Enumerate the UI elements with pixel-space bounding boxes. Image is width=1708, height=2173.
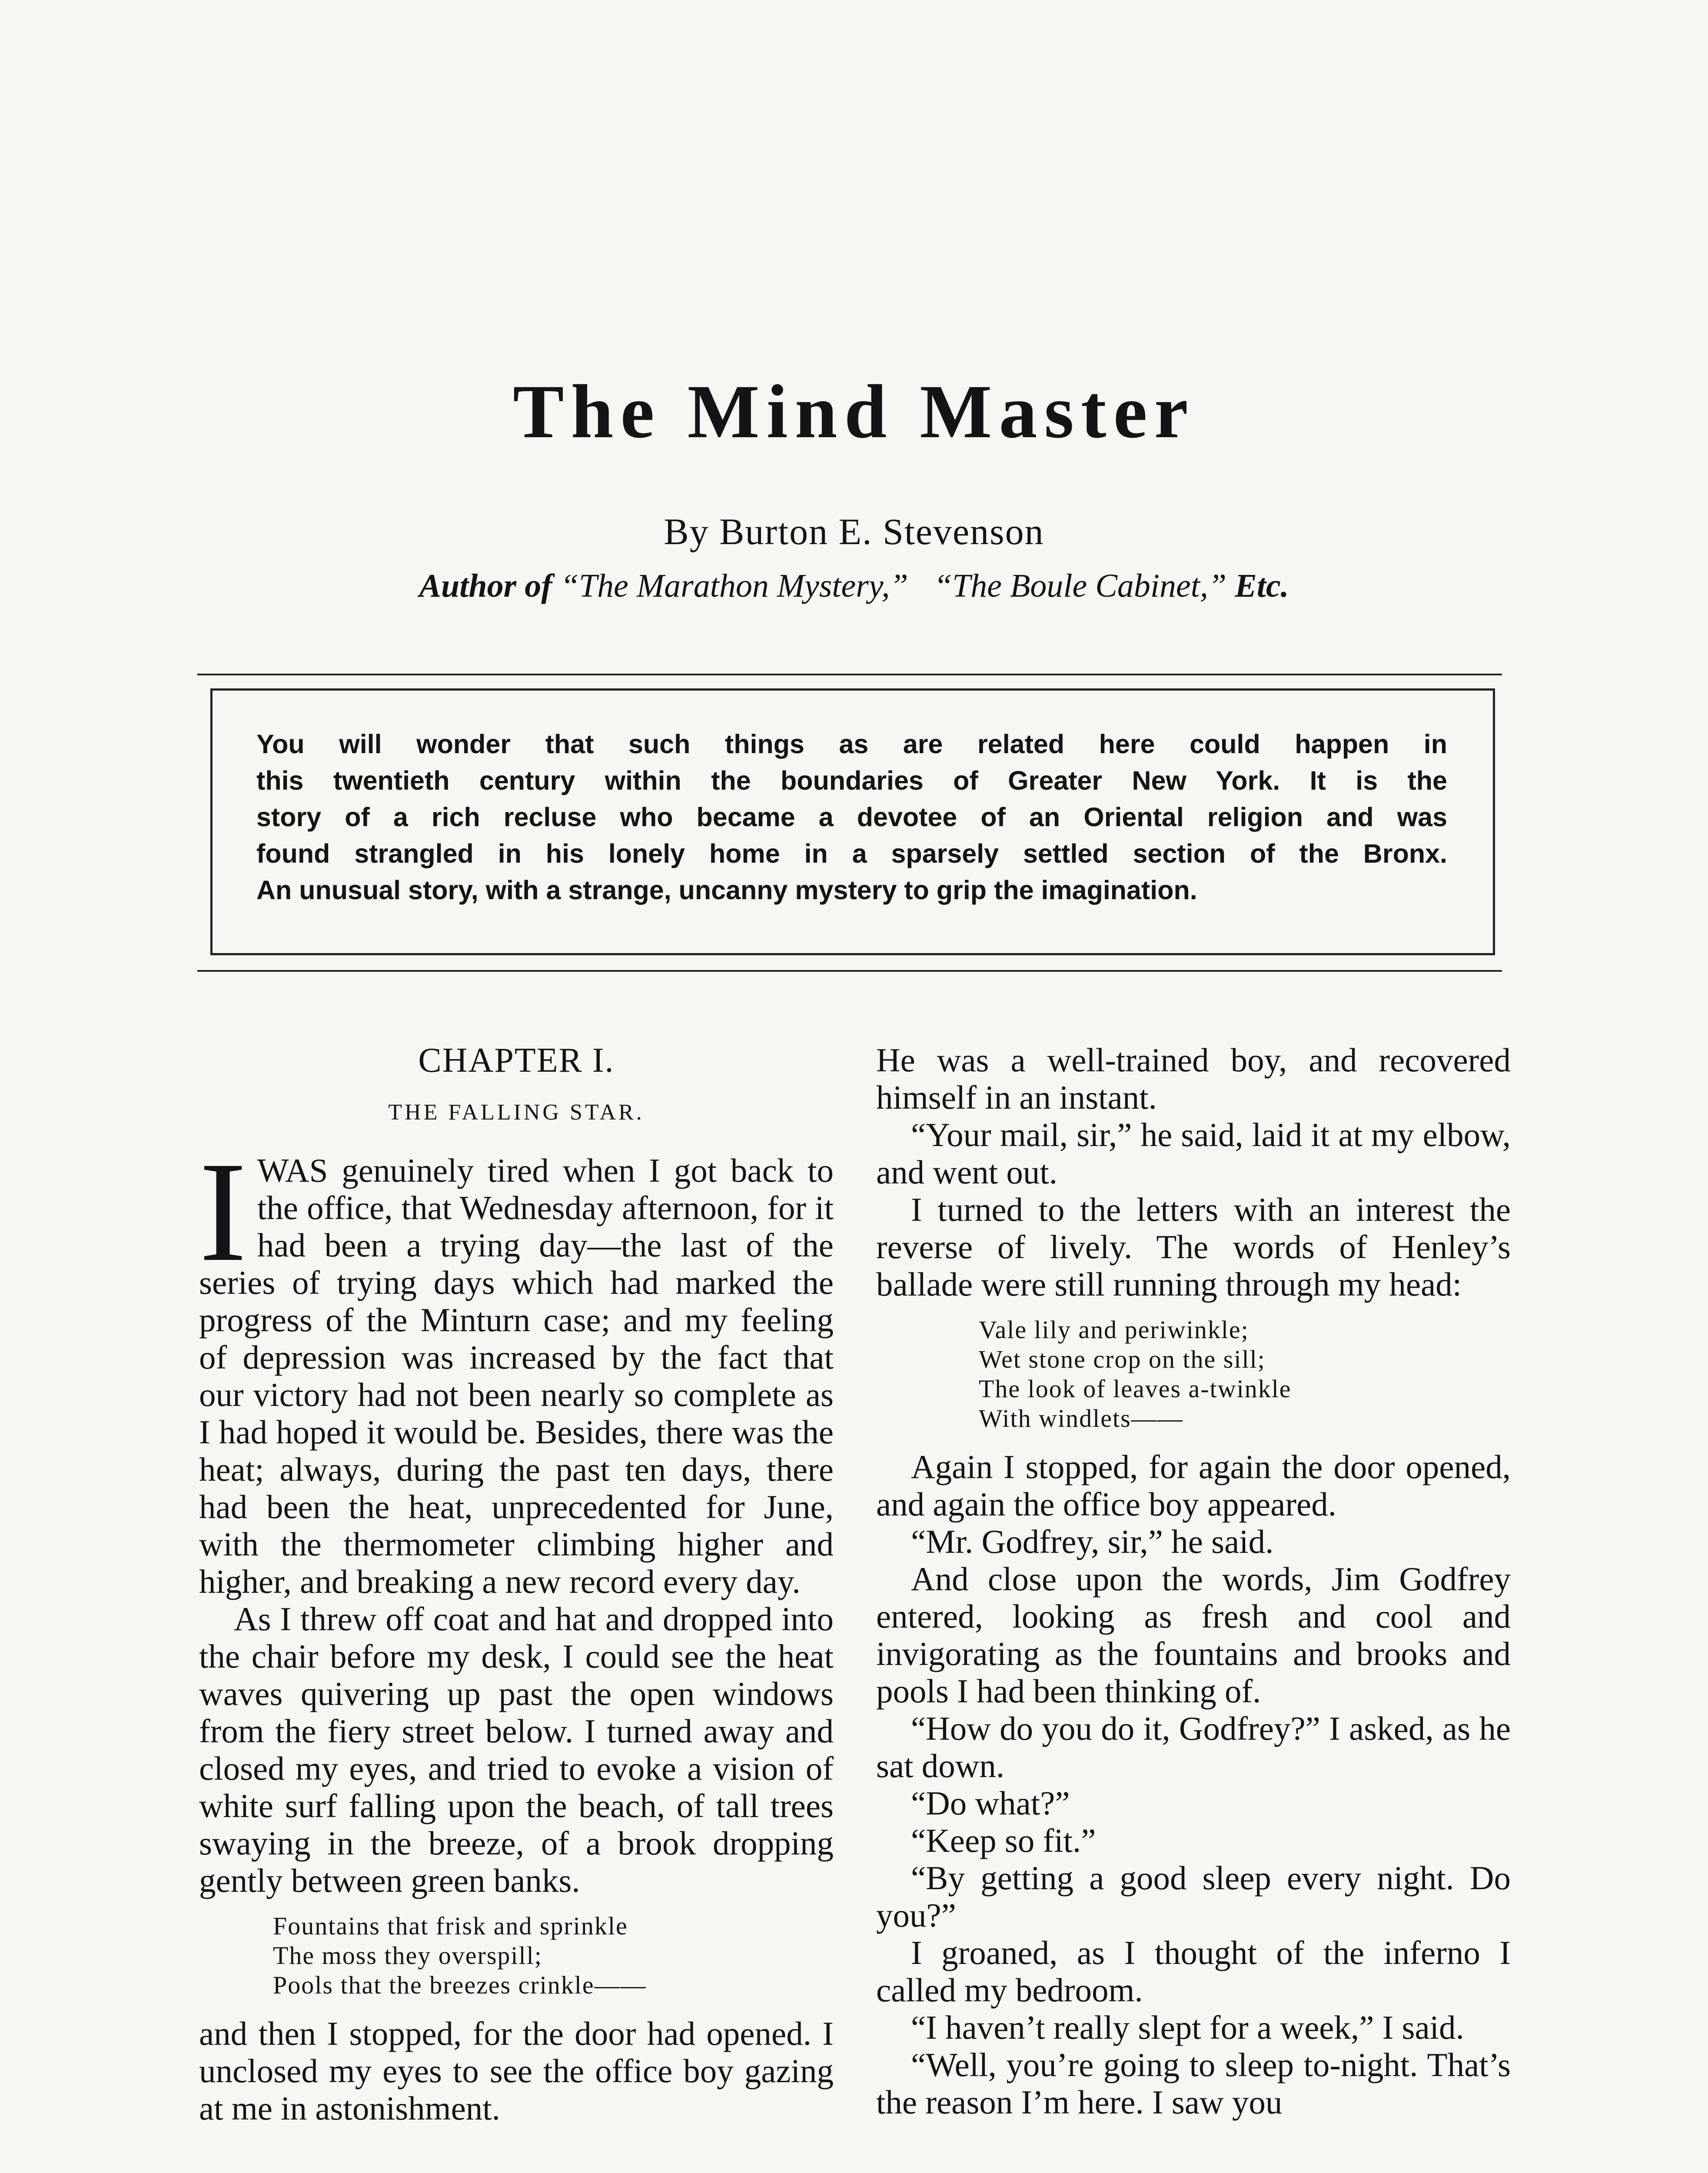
- blurb-line: story of a rich recluse who became a devotee of an Oriental religion and was: [256, 802, 1447, 832]
- paragraph: He was a well-trained boy, and recovered himself in an instant.: [876, 1041, 1511, 1116]
- paragraph: Again I stopped, for again the door opened, and again the office boy appeared.: [876, 1448, 1511, 1523]
- paragraph: “Do what?”: [911, 1784, 1070, 1822]
- paragraph: I groaned, as I thought of the inferno I called my bedroom.: [876, 1934, 1511, 2009]
- verse-quote: [979, 1315, 1511, 1433]
- paragraph: And close upon the words, Jim Godfrey entered, looking as fresh and cool and invigorating as the fountains and brooks and pools I had been thinking of.: [876, 1560, 1511, 1710]
- paragraph: “How do you do it, Godfrey?” I asked, as he sat down.: [876, 1710, 1511, 1784]
- paragraph: I turned to the letters with an interest the reverse of lively. The words of Henley’s ballade were still running through my head:: [876, 1191, 1511, 1303]
- verse-line: Fountains that frisk and sprinkle: [273, 1912, 628, 1940]
- blurb-line: An unusual story, with a strange, uncanny mystery to grip the imagination.: [256, 875, 1197, 905]
- drop-cap: I: [199, 1133, 247, 1291]
- blurb-line: You will wonder that such things as are related here could happen in: [256, 729, 1447, 759]
- paragraph: and then I stopped, for the door had opened. I unclosed my eyes to see the office boy gazing at me in astonishment.: [199, 2015, 834, 2127]
- author-credits: [0, 569, 1708, 602]
- chapter-heading: CHAPTER I.: [418, 1041, 615, 1080]
- paragraph: “By getting a good sleep every night. Do you?”: [876, 1859, 1511, 1934]
- verse-line: With windlets——: [979, 1404, 1183, 1432]
- paragraph: As I threw off coat and hat and dropped into the chair before my desk, I could see the heat waves quivering up past the open windows from the fiery street below. I turned away and closed my eyes, and tried to evoke a vision of white surf falling upon the beach, of tall trees swaying in the breeze, of a brook dropping gently between green banks.: [199, 1600, 834, 1899]
- chapter-title: THE FALLING STAR.: [388, 1100, 645, 1125]
- right-column: [876, 1041, 1511, 2121]
- story-title: The Mind Master: [513, 369, 1195, 454]
- left-column: [199, 1041, 834, 2127]
- byline: By Burton E. Stevenson: [664, 511, 1044, 552]
- blurb-line: this twentieth century within the boundaries of Greater New York. It is the: [256, 766, 1447, 795]
- book-title-2: “The Boule Cabinet,”: [934, 568, 1227, 604]
- book-title-1: “The Marathon Mystery,”: [560, 568, 908, 604]
- paragraph: “Mr. Godfrey, sir,” he said.: [911, 1523, 1274, 1560]
- verse-line: Pools that the breezes crinkle——: [273, 1971, 647, 1999]
- paragraph-text: WAS genuinely tired when I got back to the office, that Wednesday afternoon, for it had been a trying day—the last of the series of trying days which had marked the progress of the Minturn case; and my feeling of depression was increased by the fact that our victory had not been nearly so complete as I had hoped it would be. Besides, there was the heat; always, during the past ten days, there had been the heat, unprecedented for June, with the thermometer climbing higher and higher, and breaking a new record every day.: [199, 1152, 834, 1600]
- blurb-text: [256, 726, 1447, 908]
- paragraph: [199, 1133, 834, 1600]
- etc-label: Etc.: [1235, 568, 1289, 604]
- paragraph: “Keep so fit.”: [911, 1822, 1096, 1859]
- verse-line: Wet stone crop on the sill;: [979, 1345, 1266, 1373]
- verse-line: The moss they overspill;: [273, 1941, 542, 1970]
- verse-quote: [273, 1911, 834, 2000]
- verse-line: The look of leaves a-twinkle: [979, 1375, 1292, 1403]
- verse-line: Vale lily and periwinkle;: [979, 1316, 1249, 1344]
- author-of-label: Author of: [419, 568, 552, 604]
- paragraph: “I haven’t really slept for a week,” I said.: [911, 2009, 1464, 2046]
- paragraph: “Well, you’re going to sleep to-night. That’s the reason I’m here. I saw you: [876, 2046, 1511, 2121]
- paragraph: “Your mail, sir,” he said, laid it at my elbow, and went out.: [876, 1116, 1511, 1191]
- blurb-line: found strangled in his lonely home in a sparsely settled section of the Bronx.: [256, 839, 1447, 868]
